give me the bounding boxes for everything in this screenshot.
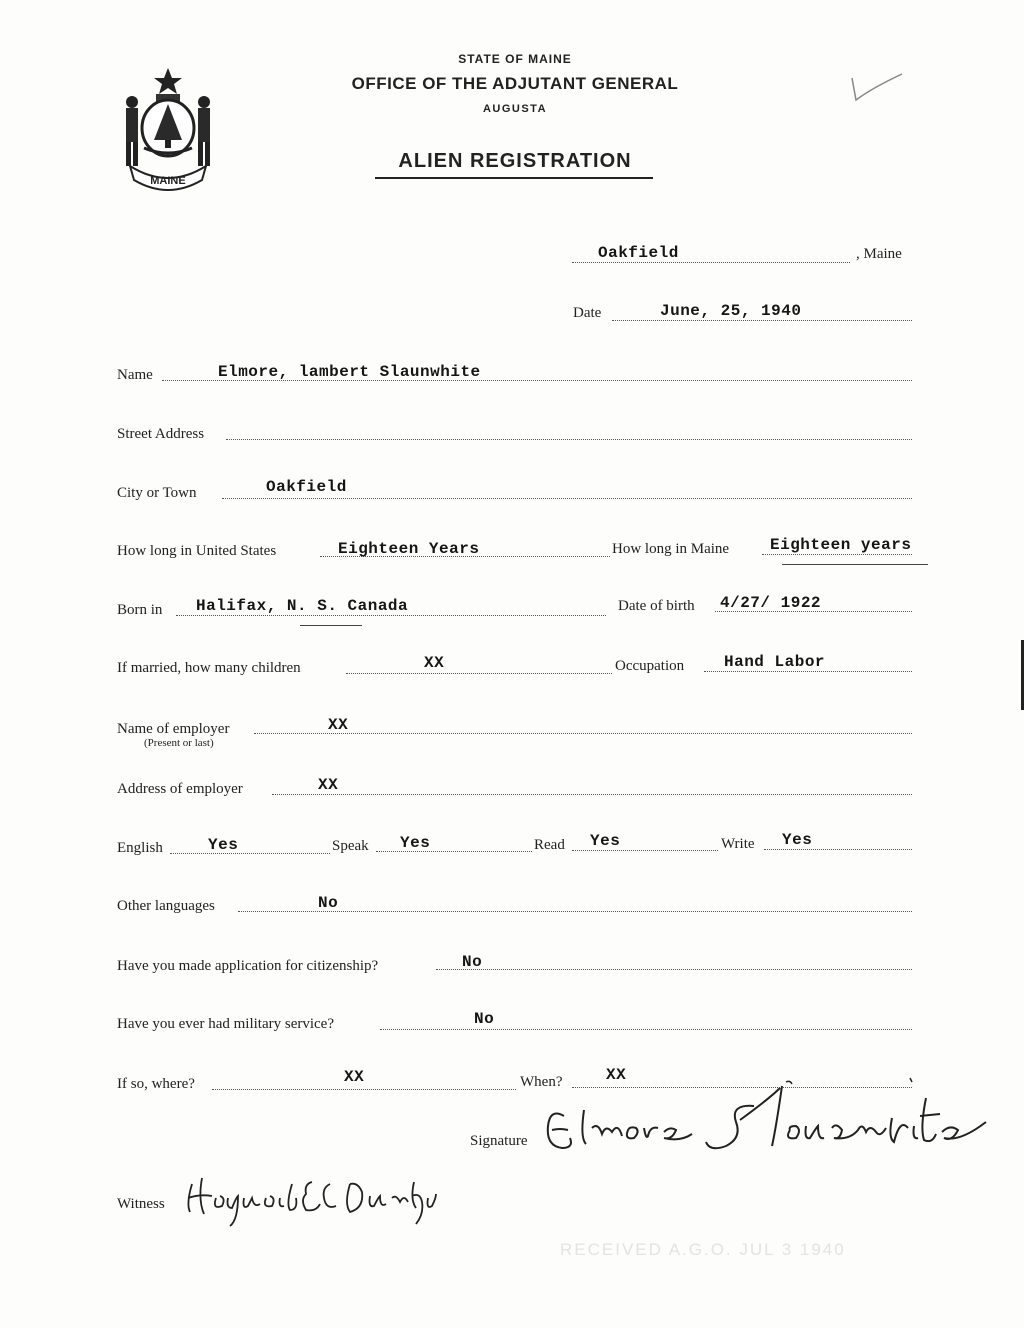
- occupation-label: Occupation: [615, 658, 685, 674]
- form-title: ALIEN REGISTRATION: [398, 150, 632, 172]
- employer-dots: [254, 733, 912, 734]
- military-dots: [380, 1029, 912, 1030]
- born-underline: [300, 625, 362, 626]
- read-dots: [572, 850, 718, 851]
- when-value: XX: [606, 1066, 627, 1084]
- street-dots: [226, 439, 912, 440]
- other-languages-value: No: [318, 894, 339, 912]
- maine-duration-underline: [782, 564, 928, 565]
- maine-duration-value: Eighteen years: [770, 536, 912, 554]
- maine-duration-label: How long in Maine: [612, 541, 730, 557]
- when-label: When?: [520, 1074, 563, 1090]
- write-dots: [764, 849, 912, 850]
- received-stamp: RECEIVED A.G.O. JUL 3 1940: [560, 1240, 846, 1259]
- applicant-signature: [540, 1068, 1000, 1164]
- employer-address-label: Address of employer: [117, 781, 243, 797]
- where-label: If so, where?: [117, 1076, 195, 1092]
- date-label: Date: [573, 305, 602, 321]
- place-value: Oakfield: [598, 244, 679, 262]
- citizenship-value: No: [462, 953, 483, 971]
- employer-value: XX: [328, 716, 349, 734]
- dob-label: Date of birth: [618, 598, 695, 614]
- speak-value: Yes: [400, 834, 431, 852]
- english-dots: [170, 853, 330, 854]
- city-label: City or Town: [117, 485, 197, 501]
- children-label: If married, how many children: [117, 660, 301, 676]
- speak-label: Speak: [332, 838, 369, 854]
- children-value: XX: [424, 654, 445, 672]
- write-value: Yes: [782, 831, 813, 849]
- name-label: Name: [117, 367, 153, 383]
- employer-address-value: XX: [318, 776, 339, 794]
- occupation-value: Hand Labor: [724, 653, 826, 671]
- write-label: Write: [721, 836, 755, 852]
- date-value: June, 25, 1940: [660, 302, 802, 320]
- office-heading: OFFICE OF THE ADJUTANT GENERAL: [351, 74, 679, 93]
- read-label: Read: [534, 837, 565, 853]
- city-dots: [222, 498, 912, 499]
- state-heading: STATE OF MAINE: [458, 52, 572, 66]
- other-languages-dots: [238, 911, 912, 912]
- signature-label: Signature: [470, 1133, 528, 1149]
- english-label: English: [117, 840, 163, 856]
- employer-sublabel: (Present or last): [144, 737, 214, 749]
- dob-value: 4/27/ 1922: [720, 594, 822, 612]
- where-dots: [212, 1089, 516, 1090]
- place-suffix: , Maine: [856, 246, 902, 262]
- us-duration-label: How long in United States: [117, 543, 277, 559]
- seal-text: MAINE: [150, 175, 186, 187]
- where-value: XX: [344, 1068, 365, 1086]
- date-dots: [612, 320, 912, 321]
- other-languages-label: Other languages: [117, 898, 215, 914]
- born-label: Born in: [117, 602, 163, 618]
- place-dots: [572, 262, 850, 263]
- title-underline: [375, 177, 653, 179]
- born-value: Halifax, N. S. Canada: [196, 597, 409, 615]
- born-dots: [176, 615, 606, 616]
- military-value: No: [474, 1010, 495, 1028]
- maine-duration-dots: [762, 554, 912, 555]
- read-value: Yes: [590, 832, 621, 850]
- citizenship-label: Have you made application for citizenship?: [117, 958, 379, 974]
- street-label: Street Address: [117, 426, 205, 442]
- military-label: Have you ever had military service?: [117, 1016, 334, 1032]
- name-value: Elmore, lambert Slaunwhite: [218, 363, 481, 381]
- employer-label: Name of employer: [117, 721, 230, 737]
- citizenship-dots: [436, 969, 912, 970]
- us-duration-value: Eighteen Years: [338, 540, 480, 558]
- english-value: Yes: [208, 836, 239, 854]
- witness-label: Witness: [117, 1196, 165, 1212]
- witness-signature: [180, 1164, 440, 1230]
- occupation-dots: [704, 671, 912, 672]
- city-heading: AUGUSTA: [482, 103, 548, 115]
- employer-address-dots: [272, 794, 912, 795]
- children-dots: [346, 673, 612, 674]
- city-value: Oakfield: [266, 478, 347, 496]
